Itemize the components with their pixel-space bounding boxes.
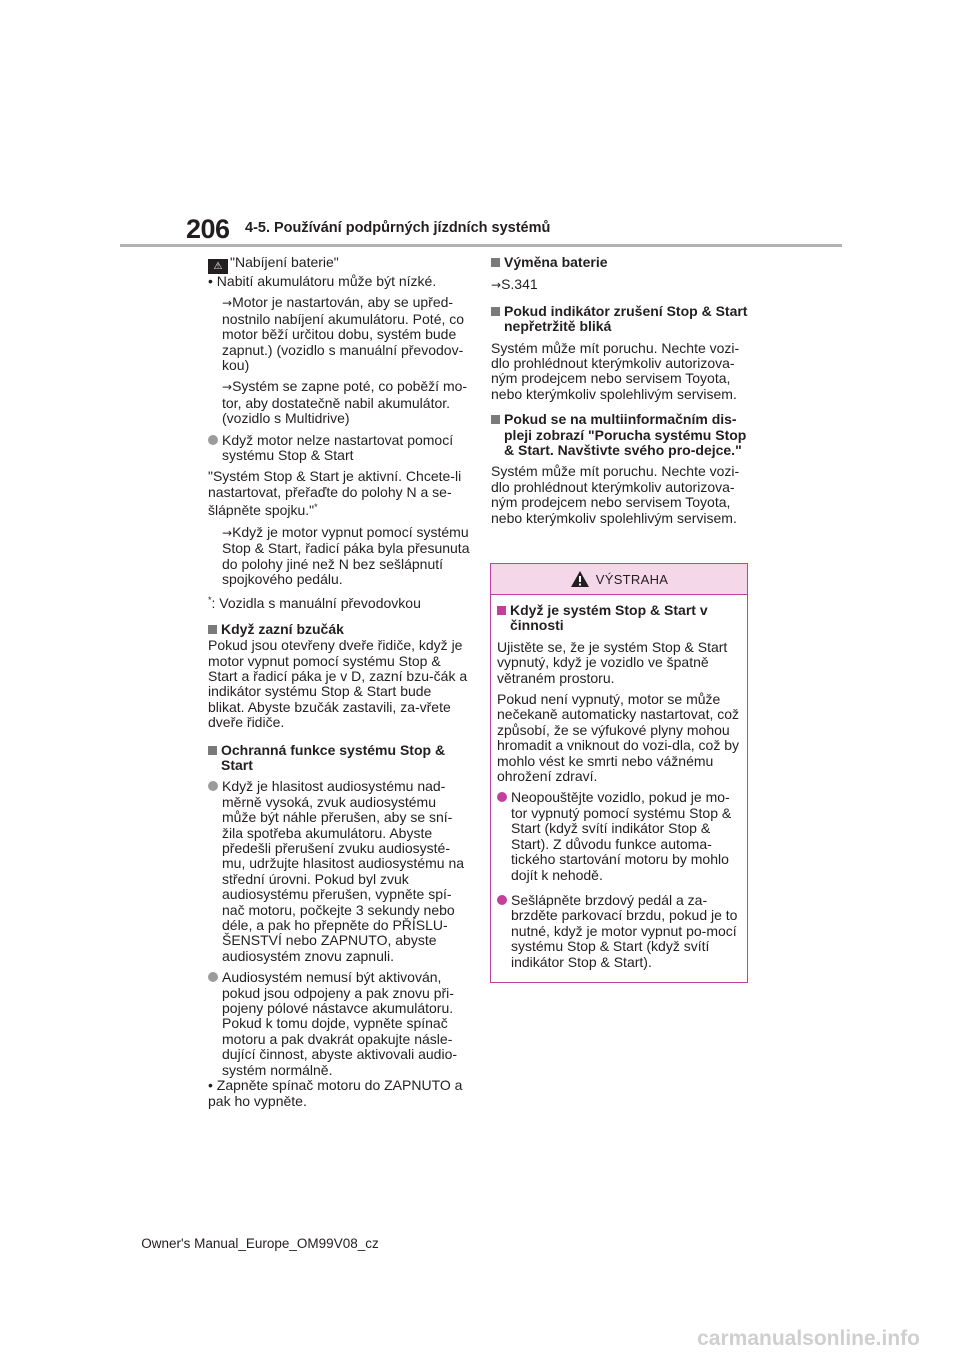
heading-mid-malfunction-text: Pokud se na multiinformačním dis-pleji zobrazí "Porucha systému Stop & Start. Navštivte svého pro-dejce." bbox=[504, 411, 747, 459]
note-shift-lever-text: Když je motor vypnut pomocí systému Stop & Start, řadicí páka byla přesunuta do polohy jiné než N bez sešlápnutí spojkového pedálu. bbox=[222, 523, 470, 587]
heading-battery-replacement bbox=[491, 255, 753, 271]
warning-body bbox=[491, 595, 747, 970]
arrow-right-icon: → bbox=[222, 525, 233, 540]
warning-triangle-icon bbox=[570, 570, 590, 588]
bullet-dot-icon bbox=[208, 435, 218, 445]
footnote-marker: * bbox=[314, 502, 318, 513]
battery-charging-quote: "Nabíjení baterie" bbox=[230, 254, 339, 270]
bullet-audio-reactivate bbox=[208, 970, 470, 1078]
bullet-audio-volume bbox=[208, 779, 470, 964]
bullet-audio-reactivate-text: Audiosystém nemusí být aktivován, pokud jsou odpojeny a pak znovu při-pojeny pólové nástavce akumulátoru. Pokud k tomu dojde, vypněte spínač motoru a pak dvakrát opakujte násle-dující činnost, abyste aktivovali audio-systém normálně. bbox=[222, 969, 458, 1078]
arrow-right-icon: → bbox=[222, 380, 233, 395]
bullet-audio-volume-text: Když je hlasitost audiosystému nad-měrně vysoká, zvuk audiosystému může být náhle přerušen, aby se sní-žila spotřeba akumulátoru. Abyste předešli přerušení zvuku audiosysté-mu, udržujte hlasitost audiosystému na střední úrovni. Pokud byl zvuk audiosystému přerušen, vypněte spí-nač motoru, počkejte 3 sekundy nebo déle, a pak ho přepněte do PŘÍSLU-ŠENSTVÍ nebo ZAPNUTO, abyste audiosystém znovu zapnuli. bbox=[222, 778, 465, 964]
square-bullet-icon bbox=[491, 307, 500, 316]
warning-bullet-1-text: Neopouštějte vozidlo, pokud je mo-tor vypnutý pomocí systému Stop & Start (když svítí indikátor Stop & Start). Z důvodu funkce automa-tického startování motoru by mohlo dojít k nehodě. bbox=[511, 789, 732, 883]
footer-manual-id: Owner's Manual_Europe_OM99V08_cz bbox=[141, 1236, 379, 1251]
section-title: 4-5. Používání podpůrných jízdních systémů bbox=[245, 220, 551, 236]
battery-charging-item: • Nabití akumulátoru může být nízké. bbox=[208, 273, 437, 289]
footnote-marker: * bbox=[208, 595, 212, 606]
warning-heading-text: Když je systém Stop & Start v činnosti bbox=[510, 602, 708, 634]
square-bullet-icon bbox=[208, 625, 217, 634]
buzzer-text: Pokud jsou otevřeny dveře řidiče, když je motor vypnut pomocí systému Stop & Start a řadicí páka je v D, zazní bzu-čák a indikátor systému Stop & Start bude blikat. Abyste bzučák zastavili, za-vřete dveře řidiče. bbox=[208, 637, 468, 731]
note-manual bbox=[208, 295, 470, 373]
battery-charging-block bbox=[208, 255, 470, 289]
warning-bullet-1 bbox=[497, 790, 741, 882]
indicator-blinking-text: Systém může mít poruchu. Nechte vozi-dlo prohlédnout kterýmkoliv autorizova-ným prodejcem nebo servisem Toyota, nebo kterýmkoliv spolehlivým servisem. bbox=[491, 339, 740, 402]
square-bullet-icon bbox=[208, 746, 217, 755]
heading-protection bbox=[208, 743, 470, 774]
note-manual-text: Motor je nastartován, aby se upřed-nostnilo nabíjení akumulátoru. Poté, co motor běží určitou dobu, systém bude zapnut.) (vozidlo s manuální převodov-kou) bbox=[222, 294, 465, 374]
bullet-cannot-start-text: Když motor nelze nastartovat pomocí systému Stop & Start bbox=[222, 431, 454, 464]
note-multidrive-text: Systém se zapne poté, co poběží mo-tor, aby dostatečně nabil akumulátor. (vozidlo s Multidrive) bbox=[222, 378, 468, 427]
warning-indicator-icon: ⚠ bbox=[208, 259, 228, 274]
note-shift-lever bbox=[208, 525, 470, 588]
warning-bullet-2 bbox=[497, 893, 741, 970]
footnote bbox=[208, 593, 470, 611]
left-column bbox=[208, 255, 470, 1115]
warning-heading bbox=[497, 603, 741, 634]
square-bullet-icon bbox=[491, 415, 500, 424]
arrow-right-icon: → bbox=[222, 296, 233, 311]
audio-reactivate-step: • Zapněte spínač motoru do ZAPNUTO a pak ho vypněte. bbox=[208, 1077, 463, 1109]
heading-battery-replacement-text: Výměna baterie bbox=[504, 254, 608, 270]
heading-protection-text: Ochranná funkce systému Stop & Start bbox=[221, 741, 446, 773]
warning-box bbox=[490, 563, 748, 983]
heading-mid-malfunction bbox=[491, 412, 753, 458]
watermark: carmanualsonline.info bbox=[697, 1327, 920, 1350]
warning-bullet-2-text: Sešlápněte brzdový pedál a za-brzděte parkovací brzdu, pokud je to nutné, když je motor vypnut po-mocí systému Stop & Start (když svítí indikátor Stop & Start). bbox=[511, 891, 738, 970]
square-bullet-icon bbox=[491, 258, 500, 267]
arrow-right-icon: → bbox=[491, 278, 502, 293]
page-reference-text: S.341 bbox=[501, 276, 538, 293]
page-reference bbox=[491, 277, 753, 293]
warning-text-2: Pokud není vypnutý, motor se může nečekaně automaticky nastartovat, což způsobí, že se výfukové plyny mohou hromadit a vniknout do vozi-dla, což by mohlo vést ke smrti nebo vážnému ohrožení zdraví. bbox=[497, 691, 740, 785]
page-number: 206 bbox=[186, 214, 230, 244]
warning-header bbox=[491, 564, 747, 595]
mid-malfunction-text: Systém může mít poruchu. Nechte vozi-dlo prohlédnout kterýmkoliv autorizova-ným prodejcem nebo servisem Toyota, nebo kterýmkoliv spolehlivým servisem. bbox=[491, 463, 740, 526]
bullet-dot-icon bbox=[497, 895, 507, 905]
heading-buzzer bbox=[208, 622, 470, 638]
system-active-message bbox=[208, 469, 470, 518]
footnote-text: : Vozidla s manuální převodovkou bbox=[211, 595, 421, 612]
note-multidrive bbox=[208, 379, 470, 426]
warning-text-1: Ujistěte se, že je systém Stop & Start vypnutý, když je vozidlo ve špatně větraném prostoru. bbox=[497, 638, 728, 686]
right-column bbox=[491, 255, 753, 532]
square-bullet-icon bbox=[497, 606, 506, 615]
heading-buzzer-text: Když zazní bzučák bbox=[221, 620, 344, 637]
system-active-message-text: "Systém Stop & Start je aktivní. Chcete-li nastartovat, přeřaďte do polohy N a se-šlápněte spojku." bbox=[208, 468, 462, 519]
warning-title: VÝSTRAHA bbox=[595, 571, 669, 587]
bullet-dot-icon bbox=[497, 792, 507, 802]
bullet-dot-icon bbox=[208, 781, 218, 791]
heading-indicator-blinking-text: Pokud indikátor zrušení Stop & Start nepřetržitě bliká bbox=[504, 302, 748, 335]
heading-indicator-blinking bbox=[491, 304, 753, 335]
bullet-cannot-start bbox=[208, 433, 470, 464]
header-divider bbox=[120, 244, 842, 247]
bullet-dot-icon bbox=[208, 972, 218, 982]
